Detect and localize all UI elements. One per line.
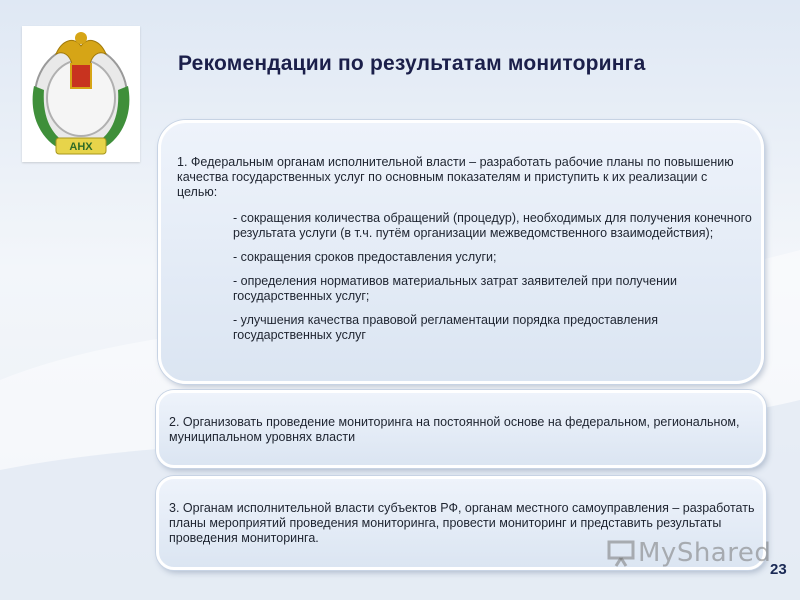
bullet-item: - улучшения качества правовой регламентации порядка предоставления государственных услуг [233, 313, 659, 342]
page-title: Рекомендации по результатам мониторинга [178, 52, 646, 75]
presentation-icon [606, 538, 636, 568]
recommendation-1-lead: 1. Федеральным органам исполнительной власти – разработать рабочие планы по повышению качества государственных услуг по основным показателям и приступить к их реализации с целью: [177, 155, 734, 199]
bullet-item: - определения нормативов материальных затрат заявителей при получении государственных услуг; [233, 274, 678, 303]
bullet-item: - сокращения количества обращений (процедур), необходимых для получения конечного результата услуги (в т.ч. путём организации межведомственного взаимодействия); [233, 211, 752, 240]
recommendation-2-text: 2. Организовать проведение мониторинга на постоянной основе на федеральном, региональном, муниципальном уровнях власти [169, 415, 740, 444]
logo-caption: АНХ [69, 141, 93, 153]
recommendation-3-text: 3. Органам исполнительной власти субъектов РФ, органам местного самоуправления – разработать планы мероприятий проведения мониторинга, провести мониторинг и представить результаты проведения мониторинга. [169, 501, 755, 545]
logo [22, 26, 140, 162]
watermark: MyShared [638, 538, 772, 568]
recommendation-card-1 [158, 120, 764, 384]
bullet-item: - сокращения сроков предоставления услуги; [233, 250, 497, 264]
recommendation-1-bullets [233, 211, 753, 352]
page-number: 23 [770, 561, 787, 578]
emblem-icon [22, 26, 140, 162]
recommendation-card-2 [156, 390, 766, 468]
